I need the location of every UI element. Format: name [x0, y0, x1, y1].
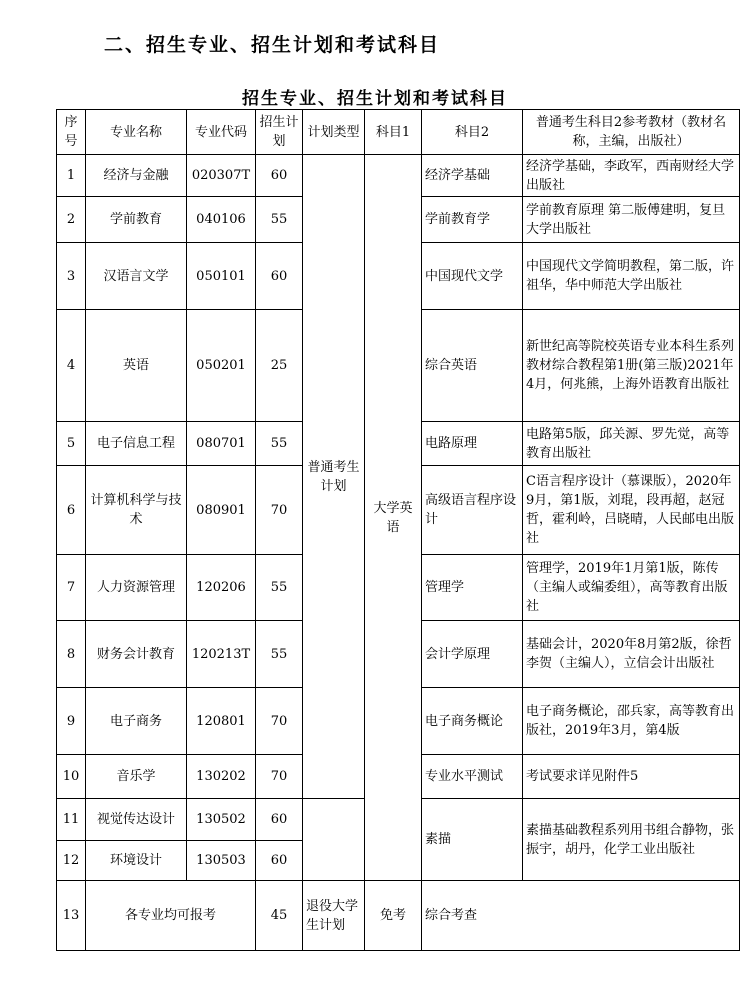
- code-cell: 120801: [187, 688, 256, 755]
- code-cell: 120206: [187, 555, 256, 621]
- major-cell: 各专业均可报考: [86, 881, 256, 951]
- plan-cell: 25: [256, 310, 303, 422]
- header-book: 普通考生科目2参考教材（教材名称，主编，出版社）: [523, 110, 740, 155]
- admissions-table: [56, 109, 740, 951]
- seq-cell: 12: [57, 841, 86, 881]
- book-cell: 电子商务概论，邵兵家，高等教育出版社，2019年3月，第4版: [523, 688, 740, 755]
- major-cell: 学前教育: [86, 197, 187, 243]
- major-cell: 经济与金融: [86, 155, 187, 197]
- subject2-cell: 管理学: [422, 555, 523, 621]
- subject2-cell: 高级语言程序设计: [422, 466, 523, 555]
- major-cell: 计算机科学与技术: [86, 466, 187, 555]
- subject2-cell: 综合英语: [422, 310, 523, 422]
- header-subject1: 科目1: [365, 110, 422, 155]
- section-title: 二、招生专业、招生计划和考试科目: [104, 34, 441, 56]
- major-cell: 环境设计: [86, 841, 187, 881]
- seq-cell: 8: [57, 621, 86, 688]
- plan-cell: 55: [256, 197, 303, 243]
- header-plan: 招生计划: [256, 110, 303, 155]
- plan-type-general-cell: 普通考生计划: [303, 155, 365, 799]
- seq-cell: 13: [57, 881, 86, 951]
- subject1-cell: 免考: [365, 881, 422, 951]
- major-cell: 电子信息工程: [86, 422, 187, 466]
- subject2-cell: 电路原理: [422, 422, 523, 466]
- major-cell: 财务会计教育: [86, 621, 187, 688]
- book-cell: 管理学，2019年1月第1版，陈传（主编人或编委组），高等教育出版社: [523, 555, 740, 621]
- art-book-cell: 素描基础教程系列用书组合静物，张振宇，胡丹，化学工业出版社: [523, 799, 740, 881]
- book-cell: 基础会计，2020年8月第2版，徐哲 李贺（主编人），立信会计出版社: [523, 621, 740, 688]
- subject2-cell: 经济学基础: [422, 155, 523, 197]
- plan-cell: 70: [256, 688, 303, 755]
- plan-cell: 60: [256, 841, 303, 881]
- plan-cell: 55: [256, 621, 303, 688]
- header-type: 计划类型: [303, 110, 365, 155]
- seq-cell: 4: [57, 310, 86, 422]
- table-title: 招生专业、招生计划和考试科目: [242, 89, 508, 109]
- plan-cell: 55: [256, 422, 303, 466]
- plan-cell: 60: [256, 243, 303, 310]
- book-cell: 新世纪高等院校英语专业本科生系列教材综合教程第1册(第三版)2021年4月，何兆熊，上海外语教育出版社: [523, 310, 740, 422]
- subject2-cell: 专业水平测试: [422, 755, 523, 799]
- major-cell: 人力资源管理: [86, 555, 187, 621]
- code-cell: 080901: [187, 466, 256, 555]
- plan-cell: 55: [256, 555, 303, 621]
- book-cell: 中国现代文学简明教程，第二版，许祖华，华中师范大学出版社: [523, 243, 740, 310]
- book-cell: 电路第5版，邱关源、罗先觉，高等教育出版社: [523, 422, 740, 466]
- code-cell: 020307T: [187, 155, 256, 197]
- seq-cell: 2: [57, 197, 86, 243]
- header-major: 专业名称: [86, 110, 187, 155]
- subject2-cell: 中国现代文学: [422, 243, 523, 310]
- plan-type-cell: 退役大学生计划: [303, 881, 365, 951]
- seq-cell: 3: [57, 243, 86, 310]
- subject2-cell: 综合考查: [422, 881, 740, 951]
- seq-cell: 5: [57, 422, 86, 466]
- header-seq: 序号: [57, 110, 86, 155]
- table-row: [57, 155, 740, 197]
- seq-cell: 1: [57, 155, 86, 197]
- code-cell: 130502: [187, 799, 256, 841]
- code-cell: 080701: [187, 422, 256, 466]
- subject1-general-cell: 大学英语: [365, 155, 422, 881]
- code-cell: 040106: [187, 197, 256, 243]
- plan-cell: 70: [256, 755, 303, 799]
- book-cell: 经济学基础，李政军，西南财经大学出版社: [523, 155, 740, 197]
- art-subject2-cell: 素描: [422, 799, 523, 881]
- major-cell: 音乐学: [86, 755, 187, 799]
- seq-cell: 6: [57, 466, 86, 555]
- plan-cell: 70: [256, 466, 303, 555]
- seq-cell: 7: [57, 555, 86, 621]
- plan-cell: 60: [256, 799, 303, 841]
- seq-cell: 10: [57, 755, 86, 799]
- major-cell: 视觉传达设计: [86, 799, 187, 841]
- subject2-cell: 电子商务概论: [422, 688, 523, 755]
- subject2-cell: 学前教育学: [422, 197, 523, 243]
- table-row: [57, 881, 740, 951]
- code-cell: 050101: [187, 243, 256, 310]
- subject2-cell: 会计学原理: [422, 621, 523, 688]
- plan-type-blank-cell: [303, 799, 365, 881]
- code-cell: 120213T: [187, 621, 256, 688]
- plan-cell: 60: [256, 155, 303, 197]
- book-cell: 考试要求详见附件5: [523, 755, 740, 799]
- header-row: [57, 110, 740, 155]
- major-cell: 英语: [86, 310, 187, 422]
- major-cell: 电子商务: [86, 688, 187, 755]
- plan-cell: 45: [256, 881, 303, 951]
- major-cell: 汉语言文学: [86, 243, 187, 310]
- code-cell: 130503: [187, 841, 256, 881]
- code-cell: 130202: [187, 755, 256, 799]
- book-cell: 学前教育原理 第二版傅建明，复旦大学出版社: [523, 197, 740, 243]
- book-cell: C语言程序设计（慕课版），2020年9月，第1版，刘琨，段再超，赵冠哲，霍利岭，吕晓晴，人民邮电出版社: [523, 466, 740, 555]
- code-cell: 050201: [187, 310, 256, 422]
- seq-cell: 11: [57, 799, 86, 841]
- seq-cell: 9: [57, 688, 86, 755]
- header-code: 专业代码: [187, 110, 256, 155]
- header-subject2: 科目2: [422, 110, 523, 155]
